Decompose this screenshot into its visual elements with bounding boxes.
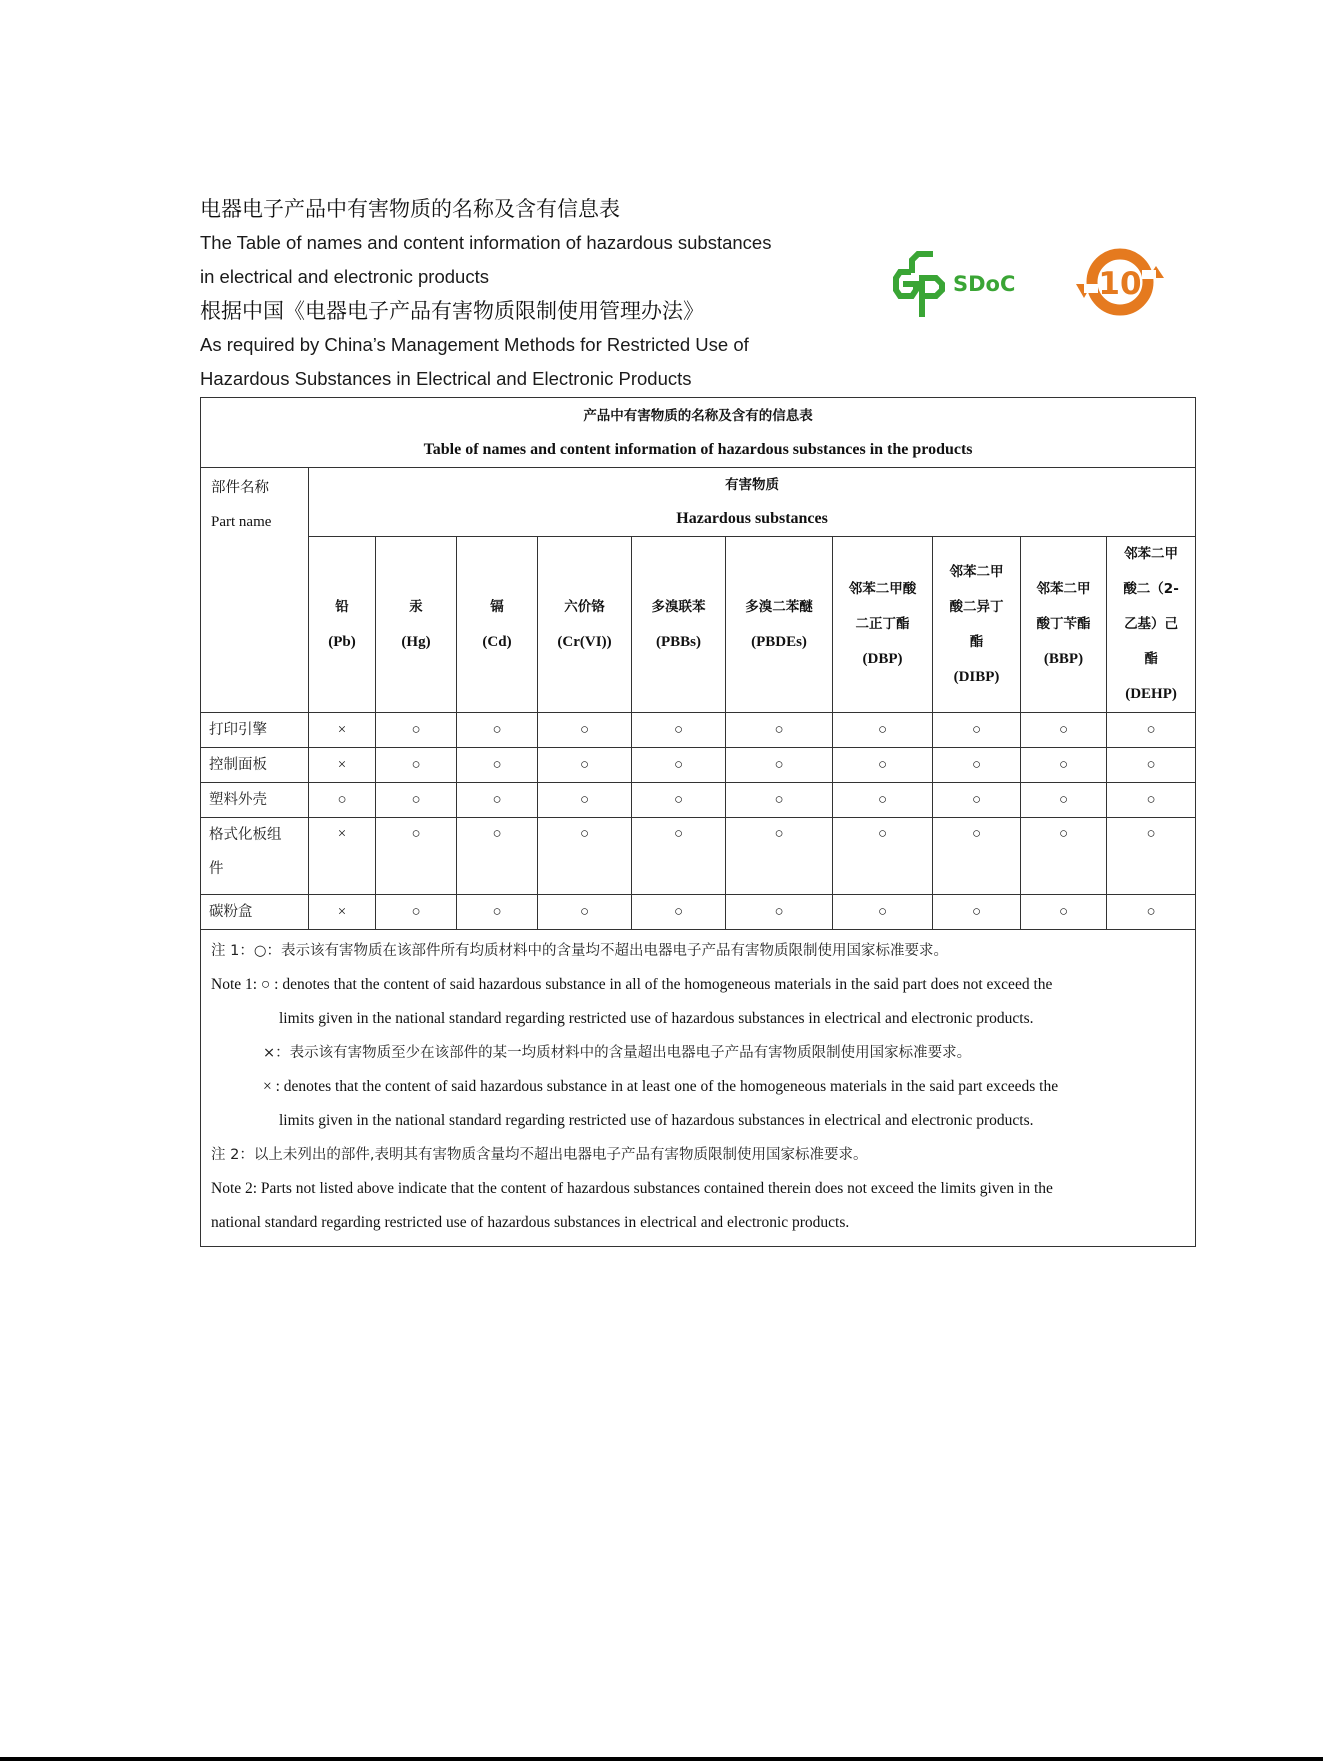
substance-abbr: (BBP) <box>1043 651 1084 667</box>
substance-abbr: (DEHP) <box>1125 686 1177 702</box>
compliant-mark: ○ <box>538 748 632 783</box>
compliant-mark: ○ <box>1021 783 1107 818</box>
substance-header <box>376 537 457 713</box>
hazardous-substances-zh: 有害物质 <box>725 477 780 493</box>
substance-name-zh: 酸丁苄酯 <box>1036 616 1091 632</box>
table-title-zh: 产品中有害物质的名称及含有的信息表 <box>583 407 813 424</box>
compliant-mark: ○ <box>632 713 726 748</box>
compliant-mark: ○ <box>457 748 538 783</box>
compliant-mark: ○ <box>833 713 933 748</box>
substance-name-zh: 六价铬 <box>564 598 605 615</box>
substance-abbr: (PBDEs) <box>751 633 807 650</box>
exceeds-mark: × <box>309 818 376 895</box>
part-name-line: 件 <box>209 861 224 877</box>
compliant-mark: ○ <box>1021 713 1107 748</box>
substance-name-zh: 酸二异丁 <box>949 598 1004 615</box>
epup-years-text: 10 <box>1098 266 1142 302</box>
compliant-mark: ○ <box>726 783 833 818</box>
substance-name-zh: 多溴联苯 <box>651 598 706 615</box>
compliant-mark: ○ <box>1107 783 1196 818</box>
compliant-mark: ○ <box>1107 895 1196 930</box>
hazardous-substances-header <box>309 468 1196 537</box>
compliant-mark: ○ <box>933 713 1021 748</box>
substance-name-zh: 乙基）己 <box>1124 616 1179 632</box>
substance-name-zh: 汞 <box>409 598 423 615</box>
compliant-mark: ○ <box>538 783 632 818</box>
compliant-mark: ○ <box>632 748 726 783</box>
compliant-mark: ○ <box>933 818 1021 895</box>
compliant-mark: ○ <box>457 783 538 818</box>
compliant-mark: ○ <box>833 895 933 930</box>
compliant-mark: ○ <box>833 748 933 783</box>
exceeds-mark: × <box>309 748 376 783</box>
substance-header <box>457 537 538 713</box>
compliant-mark: ○ <box>376 783 457 818</box>
table-row <box>201 783 1196 818</box>
part-name-cell: 塑料外壳 <box>201 783 309 818</box>
part-name-en: Part name <box>211 514 272 530</box>
part-name-line: 格式化板组 <box>209 827 282 843</box>
substance-abbr: (Cr(VI)) <box>557 633 612 650</box>
compliant-mark: ○ <box>1107 818 1196 895</box>
note-1-zh: 注 1：○：表示该有害物质在该部件所有均质材料中的含量均不超出电器电子产品有害物质限制使用国家标准要求。 <box>211 943 948 959</box>
compliant-mark: ○ <box>833 818 933 895</box>
compliant-mark: ○ <box>376 748 457 783</box>
note-2-en-cont: national standard regarding restricted use of hazardous substances in electrical and electronic products. <box>211 1214 850 1231</box>
exceeds-mark: × <box>309 713 376 748</box>
substance-abbr: (Cd) <box>482 633 512 650</box>
part-name-zh: 部件名称 <box>211 480 269 496</box>
substance-name-zh: 邻苯二甲酸 <box>848 581 917 597</box>
substance-name-zh: 酯 <box>969 633 984 650</box>
epup-10-logo <box>1074 240 1166 324</box>
note-2-zh: 注 2：以上未列出的部件,表明其有害物质含量均不超出电器电子产品有害物质限制使用国家标准要求。 <box>211 1147 868 1163</box>
table-row <box>201 748 1196 783</box>
table-row <box>201 713 1196 748</box>
regulation-zh: 根据中国《电器电子产品有害物质限制使用管理办法》 <box>200 299 704 323</box>
part-name-cell: 控制面板 <box>201 748 309 783</box>
part-name-cell: 打印引擎 <box>201 713 309 748</box>
compliant-mark: ○ <box>376 895 457 930</box>
part-name-cell <box>201 818 309 895</box>
note-x-en-cont: limits given in the national standard regarding restricted use of hazardous substances in electrical and electronic products. <box>279 1112 1034 1129</box>
compliant-mark: ○ <box>726 895 833 930</box>
substance-name-zh: 镉 <box>490 598 504 615</box>
substance-name-zh: 酸二（2- <box>1123 581 1179 597</box>
title-en-line-1: The Table of names and content information of hazardous substances <box>200 232 772 253</box>
title-en-line-2: in electrical and electronic products <box>200 266 489 287</box>
compliant-mark: ○ <box>726 713 833 748</box>
compliant-mark: ○ <box>538 818 632 895</box>
exceeds-mark: × <box>309 895 376 930</box>
substance-abbr: (DBP) <box>862 651 903 667</box>
compliant-mark: ○ <box>632 895 726 930</box>
compliant-mark: ○ <box>632 783 726 818</box>
compliant-mark: ○ <box>1107 713 1196 748</box>
part-name-header <box>201 468 309 713</box>
table-row <box>201 895 1196 930</box>
table-notes <box>201 930 1196 1247</box>
substance-header <box>933 537 1021 713</box>
compliant-mark: ○ <box>457 713 538 748</box>
sdoc-logo <box>890 240 1020 320</box>
note-2-en: Note 2: Parts not listed above indicate that the content of hazardous substances contained therein does not exceed the limits given in the <box>211 1180 1053 1197</box>
compliant-mark: ○ <box>538 713 632 748</box>
compliant-mark: ○ <box>833 783 933 818</box>
substance-abbr: (Pb) <box>328 633 356 650</box>
compliant-mark: ○ <box>933 783 1021 818</box>
substance-header <box>1107 537 1196 713</box>
compliant-mark: ○ <box>1107 748 1196 783</box>
hazardous-substances-table <box>200 397 1196 1247</box>
substance-name-zh: 二正丁酯 <box>855 616 910 632</box>
compliant-mark: ○ <box>1021 818 1107 895</box>
compliant-mark: ○ <box>726 748 833 783</box>
substance-abbr: (PBBs) <box>656 633 701 650</box>
compliant-mark: ○ <box>726 818 833 895</box>
compliant-mark: ○ <box>457 818 538 895</box>
substance-name-zh: 邻苯二甲 <box>1036 581 1091 597</box>
substance-name-zh: 铅 <box>335 598 349 615</box>
compliant-mark: ○ <box>632 818 726 895</box>
page-bottom-rule <box>0 1757 1323 1761</box>
note-x-zh: ×：表示该有害物质至少在该部件的某一均质材料中的含量超出电器电子产品有害物质限制使用国家标准要求。 <box>263 1045 972 1061</box>
table-title-en: Table of names and content information of hazardous substances in the products <box>423 440 973 458</box>
compliant-mark: ○ <box>933 748 1021 783</box>
hazardous-substances-en: Hazardous substances <box>676 510 828 527</box>
substance-header <box>833 537 933 713</box>
substance-header <box>632 537 726 713</box>
substance-header <box>309 537 376 713</box>
document-header <box>200 192 840 396</box>
compliant-mark: ○ <box>457 895 538 930</box>
substance-name-zh: 酯 <box>1144 651 1158 667</box>
compliant-mark: ○ <box>376 713 457 748</box>
substance-name-zh: 多溴二苯醚 <box>745 598 813 615</box>
part-name-cell: 碳粉盒 <box>201 895 309 930</box>
compliant-mark: ○ <box>309 783 376 818</box>
note-1-en-cont: limits given in the national standard regarding restricted use of hazardous substances in electrical and electronic products. <box>279 1010 1034 1027</box>
compliant-mark: ○ <box>538 895 632 930</box>
substance-header <box>1021 537 1107 713</box>
compliant-mark: ○ <box>1021 895 1107 930</box>
substance-name-zh: 邻苯二甲 <box>949 563 1004 580</box>
compliant-mark: ○ <box>933 895 1021 930</box>
table-title <box>201 398 1196 468</box>
substance-abbr: (DIBP) <box>953 668 1000 685</box>
table-row <box>201 818 1196 895</box>
sdoc-logo-text: SDoC <box>953 272 1016 296</box>
substance-header <box>726 537 833 713</box>
regulation-en-line-2: Hazardous Substances in Electrical and Electronic Products <box>200 368 692 389</box>
substance-header <box>538 537 632 713</box>
compliant-mark: ○ <box>1021 748 1107 783</box>
note-x-en: × : denotes that the content of said hazardous substance in at least one of the homogeneous materials in the said part exceeds the <box>263 1078 1059 1095</box>
title-zh: 电器电子产品中有害物质的名称及含有信息表 <box>200 197 620 221</box>
note-1-en: Note 1: ○ : denotes that the content of said hazardous substance in all of the homogeneous materials in the said part does not exceed the <box>211 976 1053 993</box>
compliant-mark: ○ <box>376 818 457 895</box>
regulation-en-line-1: As required by China’s Management Methods for Restricted Use of <box>200 334 749 355</box>
substance-abbr: (Hg) <box>401 633 431 650</box>
substance-name-zh: 邻苯二甲 <box>1124 546 1179 562</box>
